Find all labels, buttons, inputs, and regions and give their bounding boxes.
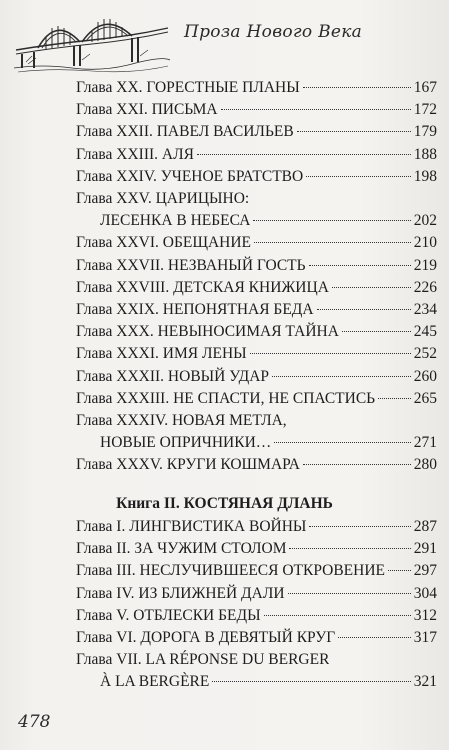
toc-entry-title: Глава XXXI. ИМЯ ЛЕНЫ	[76, 345, 247, 363]
book-heading: Книга II. КОСТЯНАЯ ДЛАНЬ	[116, 495, 333, 512]
toc-entry	[76, 167, 437, 187]
toc-entry	[76, 628, 437, 648]
toc-entry	[76, 189, 437, 209]
toc-entry	[76, 256, 437, 276]
dot-leader	[212, 681, 410, 682]
dot-leader	[288, 593, 411, 594]
toc-entry-title: Глава IV. ИЗ БЛИЖНЕЙ ДАЛИ	[76, 584, 285, 602]
dot-leader	[221, 109, 411, 110]
toc-entry-page: 291	[413, 540, 437, 558]
dot-leader	[289, 548, 410, 549]
dot-leader	[378, 398, 411, 399]
toc-entry	[76, 517, 437, 537]
dot-leader	[317, 309, 411, 310]
toc-entry	[76, 278, 437, 298]
toc-entry-page: 179	[413, 123, 437, 141]
toc-entry-title: Глава VI. ДОРОГА В ДЕВЯТЫЙ КРУГ	[76, 629, 336, 646]
dot-leader	[297, 131, 411, 132]
toc-entry-page: 280	[413, 456, 437, 474]
dot-leader	[264, 615, 411, 616]
toc-entry-title: Глава XXX. НЕВЫНОСИМАЯ ТАЙНА	[76, 323, 339, 341]
toc-entry	[76, 455, 437, 475]
dot-leader	[197, 154, 411, 155]
dot-leader	[342, 331, 411, 332]
toc-entry-page: 234	[413, 301, 437, 318]
toc-entry-title: Глава XXVIII. ДЕТСКАЯ КНИЖИЦА	[76, 278, 329, 296]
toc-entry	[76, 367, 437, 387]
toc-entry-page: 167	[413, 79, 437, 96]
toc-entry	[76, 606, 437, 626]
toc-entry	[76, 650, 437, 670]
toc-entry-page: 271	[413, 434, 437, 452]
toc-entry-title: Глава XXXV. КРУГИ КОШМАРА	[76, 456, 300, 474]
toc-entry-title: Глава XXVI. ОБЕЩАНИЕ	[76, 234, 252, 252]
toc-entry-page: 172	[413, 101, 437, 119]
toc-entry-title: Глава XXIV. УЧЕНОЕ БРАТСТВО	[76, 167, 304, 185]
dot-leader	[274, 442, 410, 443]
dot-leader	[303, 464, 411, 465]
toc-entry	[100, 672, 437, 692]
toc-entry	[76, 145, 437, 165]
toc-entry-page: 188	[413, 145, 437, 163]
toc-entry-title: Глава XXI. ПИСЬМА	[76, 101, 218, 119]
toc-entry-page: 312	[413, 606, 437, 624]
toc-entry-title: Глава II. ЗА ЧУЖИМ СТОЛОМ	[76, 540, 287, 558]
toc-entry-page: 210	[413, 234, 437, 252]
toc-entry	[76, 344, 437, 364]
toc-entry-page: 317	[413, 629, 437, 646]
dot-leader	[306, 176, 411, 177]
toc-entry	[76, 78, 437, 98]
toc-entry	[100, 433, 437, 453]
series-title: Проза Нового Века	[184, 22, 363, 42]
dot-leader	[332, 287, 411, 288]
toc-entry	[76, 122, 437, 142]
toc-entry-title: Глава I. ЛИНГВИСТИКА ВОЙНЫ	[76, 518, 307, 535]
toc-entry-title: Глава XXXII. НОВЫЙ УДАР	[76, 367, 270, 385]
toc-entry-page: 219	[413, 256, 437, 274]
toc-entry-page: 265	[413, 389, 437, 407]
dot-leader	[253, 220, 410, 221]
dot-leader	[309, 265, 411, 266]
toc-entry-page: 297	[413, 562, 437, 580]
dot-leader	[254, 242, 411, 243]
toc-entry-title: Глава XXXIV. НОВАЯ МЕТЛА,	[76, 412, 287, 429]
toc-entry-title: Глава VII. LA RÉPONSE DU BERGER	[76, 651, 330, 669]
toc-entry	[76, 389, 437, 409]
toc-entry-page: 245	[413, 323, 437, 341]
dot-leader	[272, 376, 411, 377]
toc-entry	[76, 322, 437, 342]
toc-entry-title: НОВЫЕ ОПРИЧНИКИ…	[100, 434, 272, 452]
toc-entry-page: 252	[413, 345, 437, 363]
toc-entry-title: Глава XXIII. АЛЯ	[76, 145, 194, 163]
toc-entry-title: Глава XXVII. НЕЗВАНЫЙ ГОСТЬ	[76, 256, 306, 274]
dot-leader	[303, 87, 411, 88]
toc-entry-title: Глава XXII. ПАВЕЛ ВАСИЛЬЕВ	[76, 123, 294, 141]
toc-entry-title: ЛЕСЕНКА В НЕБЕСА	[100, 212, 251, 230]
toc-entry	[76, 233, 437, 253]
toc-entry	[76, 300, 437, 320]
toc-entry-page: 202	[413, 212, 437, 230]
toc-entry-title: Глава XXV. ЦАРИЦЫНО:	[76, 190, 250, 207]
toc-entry	[76, 561, 437, 581]
toc-entry	[100, 211, 437, 231]
toc-entry-title: Глава V. ОТБЛЕСКИ БЕДЫ	[76, 606, 261, 624]
toc-entry-page: 226	[413, 278, 437, 296]
dot-leader	[309, 526, 410, 527]
dot-leader	[250, 353, 411, 354]
toc-entry	[76, 411, 437, 431]
toc-entry-page: 321	[413, 673, 437, 691]
toc-entry-title: À LA BERGÈRE	[100, 673, 210, 691]
page-number: 478	[18, 712, 51, 732]
toc-entry-title: Глава III. НЕСЛУЧИВШЕЕСЯ ОТКРОВЕНИЕ	[76, 562, 386, 580]
toc-entry-page: 260	[413, 367, 437, 385]
toc-entry-title: Глава XXXIII. НЕ СПАСТИ, НЕ СПАСТИСЬ	[76, 389, 376, 407]
dot-leader	[388, 570, 411, 571]
toc-entry	[76, 584, 437, 604]
toc-entry-page: 304	[413, 584, 437, 602]
toc-entry-page: 198	[413, 167, 437, 185]
toc-entry-title: Глава XX. ГОРЕСТНЫЕ ПЛАНЫ	[76, 79, 300, 96]
toc-entry	[76, 100, 437, 120]
toc-entry-title: Глава XXIX. НЕПОНЯТНАЯ БЕДА	[76, 301, 314, 318]
toc-entry-page: 287	[413, 518, 437, 535]
toc-entry	[76, 539, 437, 559]
dot-leader	[338, 637, 411, 638]
